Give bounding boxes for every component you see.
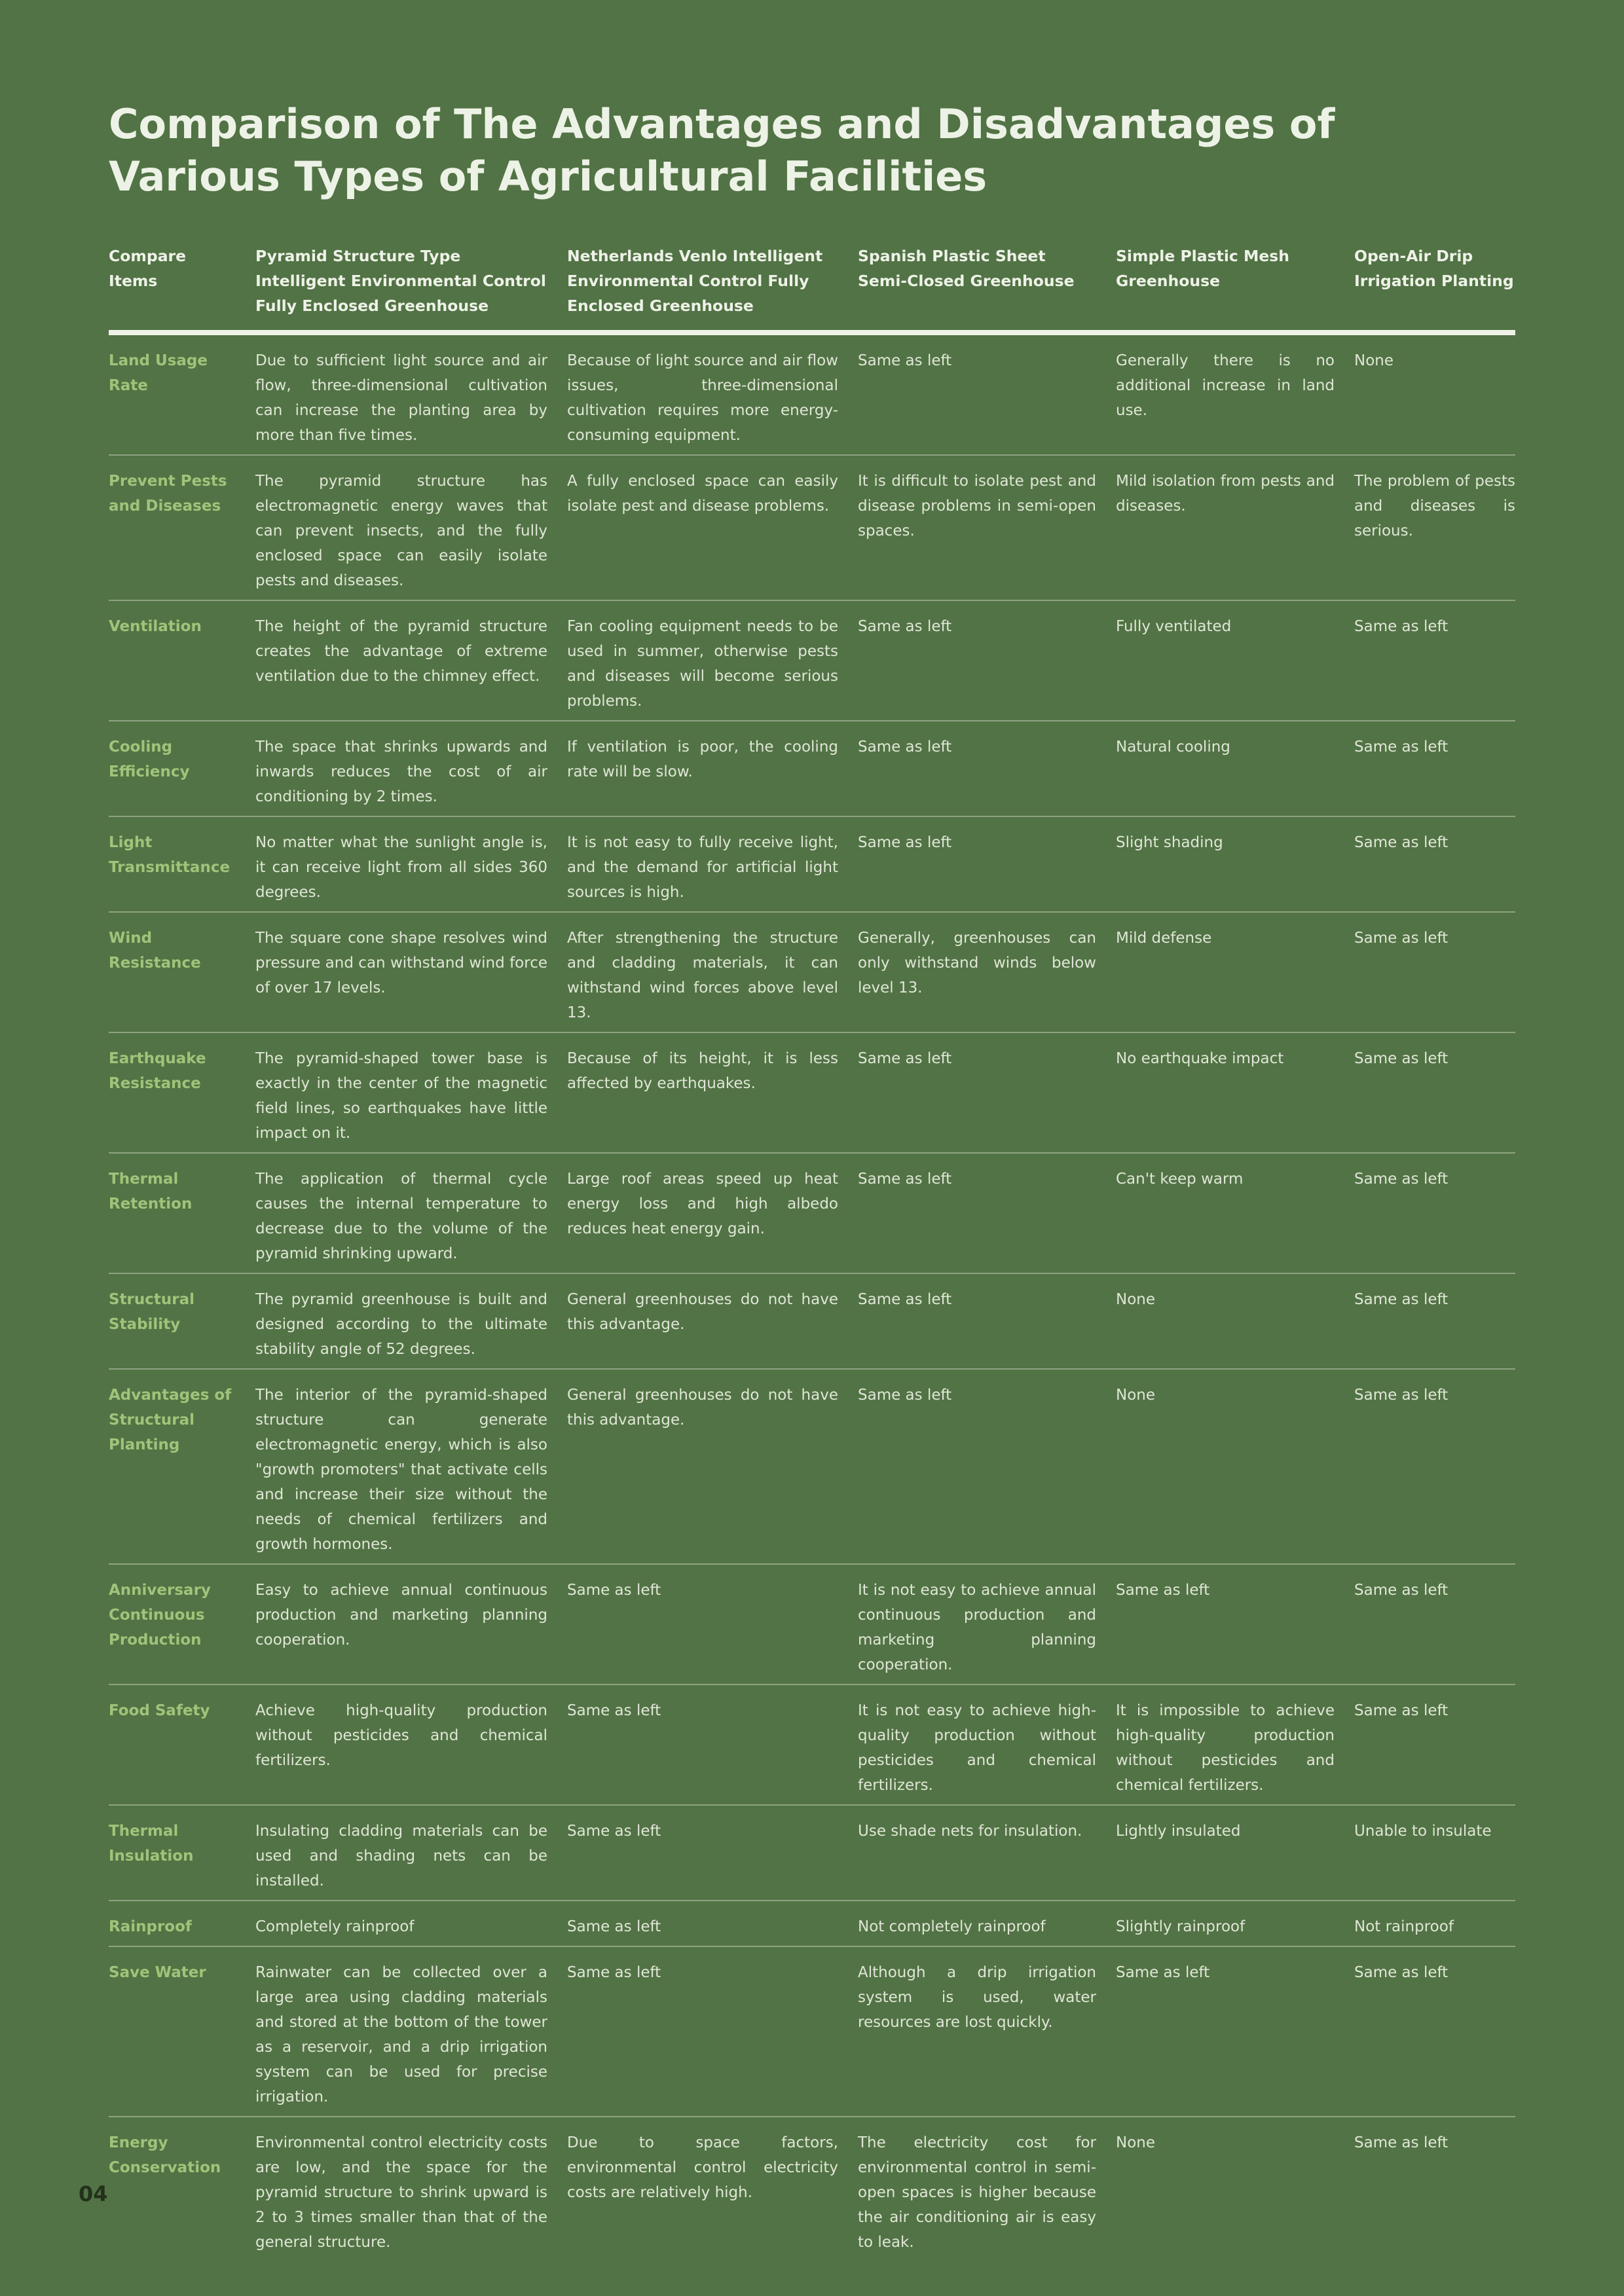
table-cell: Same as left: [858, 1153, 1116, 1273]
table-cell: The interior of the pyramid-shaped structure can generate electromagnetic energy, which is also "growth promoters" that activate cells and increase their size without the needs of chemical fertilizers and growth hormones.: [255, 1369, 567, 1564]
table-row: [109, 816, 1515, 912]
compare-item-label: Thermal Insulation: [109, 1805, 255, 1901]
table-cell: It is not easy to achieve annual continuous production and marketing planning cooperation.: [858, 1564, 1116, 1685]
table-cell: Can't keep warm: [1116, 1153, 1354, 1273]
compare-item-label: Ventilation: [109, 600, 255, 721]
table-cell: Completely rainproof: [255, 1901, 567, 1946]
compare-item-label: Food Safety: [109, 1685, 255, 1805]
table-cell: Not completely rainproof: [858, 1901, 1116, 1946]
compare-item-label: Structural Stability: [109, 1273, 255, 1369]
table-cell: Same as left: [1354, 816, 1515, 912]
table-cell: The square cone shape resolves wind pressure and can withstand wind force of over 17 levels.: [255, 912, 567, 1032]
table-cell: After strengthening the structure and cladding materials, it can withstand wind forces above level 13.: [567, 912, 858, 1032]
table-cell: Same as left: [1354, 1273, 1515, 1369]
table-cell: No earthquake impact: [1116, 1032, 1354, 1153]
table-cell: Achieve high-quality production without pesticides and chemical fertilizers.: [255, 1685, 567, 1805]
table-cell: Same as left: [1354, 1369, 1515, 1564]
table-cell: Same as left: [858, 1369, 1116, 1564]
table-cell: None: [1116, 1369, 1354, 1564]
table-cell: Large roof areas speed up heat energy loss and high albedo reduces heat energy gain.: [567, 1153, 858, 1273]
table-cell: Same as left: [858, 816, 1116, 912]
compare-item-label: Anniversary Continuous Production: [109, 1564, 255, 1685]
table-cell: Same as left: [1116, 1946, 1354, 2117]
compare-item-label: Land Usage Rate: [109, 333, 255, 455]
table-cell: Same as left: [1354, 1153, 1515, 1273]
compare-item-label: Light Transmittance: [109, 816, 255, 912]
table-cell: None: [1354, 333, 1515, 455]
table-cell: Use shade nets for insulation.: [858, 1805, 1116, 1901]
table-row: [109, 1685, 1515, 1805]
table-cell: Fully ventilated: [1116, 600, 1354, 721]
header-venlo-greenhouse: Netherlands Venlo Intelligent Environmental Control Fully Enclosed Greenhouse: [567, 244, 858, 333]
table-body: [109, 333, 1515, 2261]
table-cell: Same as left: [567, 1946, 858, 2117]
table-row: [109, 1273, 1515, 1369]
compare-item-label: Wind Resistance: [109, 912, 255, 1032]
table-cell: The problem of pests and diseases is serious.: [1354, 455, 1515, 600]
table-cell: Fan cooling equipment needs to be used in summer, otherwise pests and diseases will become serious problems.: [567, 600, 858, 721]
table-cell: Unable to insulate: [1354, 1805, 1515, 1901]
table-cell: The pyramid greenhouse is built and designed according to the ultimate stability angle of 52 degrees.: [255, 1273, 567, 1369]
table-cell: Same as left: [1354, 1032, 1515, 1153]
compare-item-label: Rainproof: [109, 1901, 255, 1946]
table-cell: Natural cooling: [1116, 721, 1354, 816]
compare-item-label: Earthquake Resistance: [109, 1032, 255, 1153]
table-row: [109, 1369, 1515, 1564]
table-cell: Same as left: [567, 1685, 858, 1805]
table-cell: The pyramid-shaped tower base is exactly in the center of the magnetic field lines, so earthquakes have little impact on it.: [255, 1032, 567, 1153]
table-cell: Although a drip irrigation system is used, water resources are lost quickly.: [858, 1946, 1116, 2117]
table-cell: Same as left: [858, 1273, 1116, 1369]
table-cell: General greenhouses do not have this advantage.: [567, 1273, 858, 1369]
table-cell: Slightly rainproof: [1116, 1901, 1354, 1946]
table-row: [109, 1032, 1515, 1153]
header-pyramid-greenhouse: Pyramid Structure Type Intelligent Environmental Control Fully Enclosed Greenhouse: [255, 244, 567, 333]
compare-item-label: Energy Conservation: [109, 2134, 221, 2176]
table-row: [109, 2117, 1515, 2261]
table-cell: Same as left: [1116, 1564, 1354, 1685]
table-row: [109, 912, 1515, 1032]
header-row: [109, 244, 1515, 333]
table-cell: The height of the pyramid structure creates the advantage of extreme ventilation due to the chimney effect.: [255, 600, 567, 721]
compare-item-label: Prevent Pests and Diseases: [109, 455, 255, 600]
compare-item-label: Thermal Retention: [109, 1153, 255, 1273]
page-number: 04: [79, 2181, 108, 2206]
table-cell: The electricity cost for environmental control in semi-open spaces is higher because the air conditioning air is easy to leak.: [858, 2134, 1096, 2251]
compare-item-label: Advantages of Structural Planting: [109, 1369, 255, 1564]
comparison-table: [109, 244, 1515, 2261]
table-cell: None: [1116, 2134, 1156, 2151]
table-cell: Environmental control electricity costs are low, and the space for the pyramid structure to shrink upward is 2 to 3 times smaller than that of the general structure.: [255, 2134, 547, 2251]
table-cell: The space that shrinks upwards and inwards reduces the cost of air conditioning by 2 times.: [255, 721, 567, 816]
table-cell: Same as left: [858, 333, 1116, 455]
table-cell: Slight shading: [1116, 816, 1354, 912]
table-row: [109, 333, 1515, 455]
table-row: [109, 721, 1515, 816]
table-cell: Generally, greenhouses can only withstand winds below level 13.: [858, 912, 1116, 1032]
table-cell: Same as left: [567, 1805, 858, 1901]
table-cell: Same as left: [1354, 600, 1515, 721]
table-cell: General greenhouses do not have this advantage.: [567, 1369, 858, 1564]
table-row: [109, 1805, 1515, 1901]
table-cell: Not rainproof: [1354, 1901, 1515, 1946]
table-cell: Same as left: [567, 1564, 858, 1685]
table-cell: No matter what the sunlight angle is, it can receive light from all sides 360 degrees.: [255, 816, 567, 912]
table-cell: Same as left: [1354, 1564, 1515, 1685]
table-cell: Mild defense: [1116, 912, 1354, 1032]
table-cell: Same as left: [1354, 1685, 1515, 1805]
table-row: [109, 600, 1515, 721]
table-cell: Same as left: [1354, 1946, 1515, 2117]
table-cell: Same as left: [567, 1901, 858, 1946]
compare-item-label: Cooling Efficiency: [109, 721, 255, 816]
table-cell: If ventilation is poor, the cooling rate will be slow.: [567, 721, 858, 816]
table-row: [109, 1564, 1515, 1685]
header-compare-items: Compare Items: [109, 244, 255, 333]
table-cell: Insulating cladding materials can be used and shading nets can be installed.: [255, 1805, 567, 1901]
table-cell: Lightly insulated: [1116, 1805, 1354, 1901]
table-cell: It is impossible to achieve high-quality production without pesticides and chemical fertilizers.: [1116, 1685, 1354, 1805]
table-cell: Generally there is no additional increase in land use.: [1116, 333, 1354, 455]
table-cell: Same as left: [1354, 2134, 1449, 2151]
page-title-line-1: Comparison of The Advantages and Disadvantages of: [109, 100, 1335, 148]
table-cell: Same as left: [858, 600, 1116, 721]
table-cell: It is not easy to fully receive light, and the demand for artificial light sources is high.: [567, 816, 858, 912]
table-cell: None: [1116, 1273, 1354, 1369]
page-title-line-2: Various Types of Agricultural Facilities: [109, 153, 987, 200]
header-spanish-greenhouse: Spanish Plastic Sheet Semi-Closed Greenhouse: [858, 244, 1116, 333]
table-cell: Because of its height, it is less affected by earthquakes.: [567, 1032, 858, 1153]
table-cell: Due to sufficient light source and air flow, three-dimensional cultivation can increase the planting area by more than five times.: [255, 333, 567, 455]
table-header: [109, 244, 1515, 333]
table-cell: Same as left: [1354, 721, 1515, 816]
table-cell: It is not easy to achieve high-quality production without pesticides and chemical fertilizers.: [858, 1685, 1116, 1805]
table-cell: It is difficult to isolate pest and disease problems in semi-open spaces.: [858, 455, 1116, 600]
table-cell: Because of light source and air flow issues, three-dimensional cultivation requires more energy-consuming equipment.: [567, 333, 858, 455]
table-cell: Same as left: [858, 721, 1116, 816]
table-cell: Due to space factors, environmental control electricity costs are relatively high.: [567, 2134, 838, 2201]
table-cell: Mild isolation from pests and diseases.: [1116, 455, 1354, 600]
table-cell: A fully enclosed space can easily isolate pest and disease problems.: [567, 455, 858, 600]
table-cell: The application of thermal cycle causes the internal temperature to decrease due to the volume of the pyramid shrinking upward.: [255, 1153, 567, 1273]
page-title: [109, 98, 1418, 203]
table-cell: Rainwater can be collected over a large area using cladding materials and stored at the bottom of the tower as a reservoir, and a drip irrigation system can be used for precise irrigation.: [255, 1946, 567, 2117]
table-row: [109, 1901, 1515, 1946]
table-row: [109, 1946, 1515, 2117]
table-cell: Easy to achieve annual continuous production and marketing planning cooperation.: [255, 1564, 567, 1685]
header-plastic-mesh-greenhouse: Simple Plastic Mesh Greenhouse: [1116, 244, 1354, 333]
table-cell: Same as left: [1354, 912, 1515, 1032]
table-cell: Same as left: [858, 1032, 1116, 1153]
table-row: [109, 455, 1515, 600]
table-cell: The pyramid structure has electromagnetic energy waves that can prevent insects, and the fully enclosed space can easily isolate pests and diseases.: [255, 455, 567, 600]
table-row: [109, 1153, 1515, 1273]
header-open-air-drip: Open-Air Drip Irrigation Planting: [1354, 244, 1515, 333]
compare-item-label: Save Water: [109, 1946, 255, 2117]
